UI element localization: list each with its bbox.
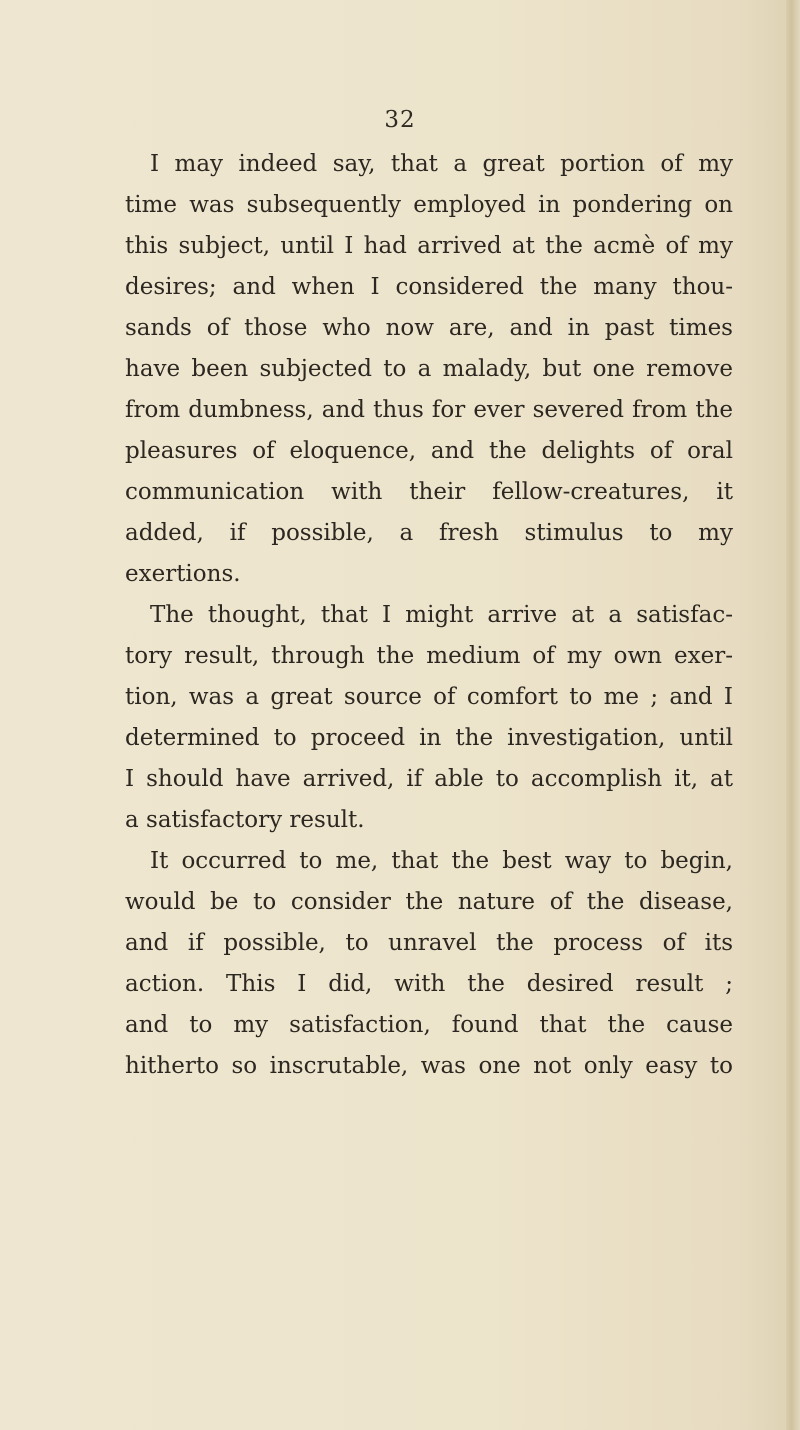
text-line: desires; and when I considered the many thou- (125, 274, 733, 300)
text-line: a satisfactory result. (125, 807, 365, 833)
text-line: and if possible, to unravel the process of its (125, 930, 733, 956)
text-line: determined to proceed in the investigation, until (125, 725, 733, 751)
text-line: from dumbness, and thus for ever severed from the (125, 397, 733, 423)
text-line: this subject, until I had arrived at the acmè of my (125, 233, 733, 259)
text-line: sands of those who now are, and in past times (125, 315, 733, 341)
text-line: action. This I did, with the desired result ; (125, 971, 733, 997)
text-line: added, if possible, a fresh stimulus to my (125, 520, 733, 546)
text-line: I should have arrived, if able to accomplish it, at (125, 766, 733, 792)
text-line: and to my satisfaction, found that the cause (125, 1012, 733, 1038)
text-line: time was subsequently employed in pondering on (125, 192, 733, 218)
page-number: 32 (384, 107, 416, 133)
text-line: pleasures of eloquence, and the delights of oral (125, 438, 733, 464)
text-line: would be to consider the nature of the disease, (125, 889, 733, 915)
page-edge (786, 0, 800, 1430)
text-line: communication with their fellow-creatures, it (125, 479, 733, 505)
text-line: I may indeed say, that a great portion of my (150, 151, 733, 177)
text-line: exertions. (125, 561, 241, 587)
text-line: have been subjected to a malady, but one remove (125, 356, 733, 382)
text-line: tory result, through the medium of my own exer- (125, 643, 733, 669)
text-line: hitherto so inscrutable, was one not only easy to (125, 1053, 733, 1079)
text-line: The thought, that I might arrive at a satisfac- (150, 602, 733, 628)
text-line: tion, was a great source of comfort to me ; and I (125, 684, 733, 710)
text-line: It occurred to me, that the best way to begin, (150, 848, 733, 874)
